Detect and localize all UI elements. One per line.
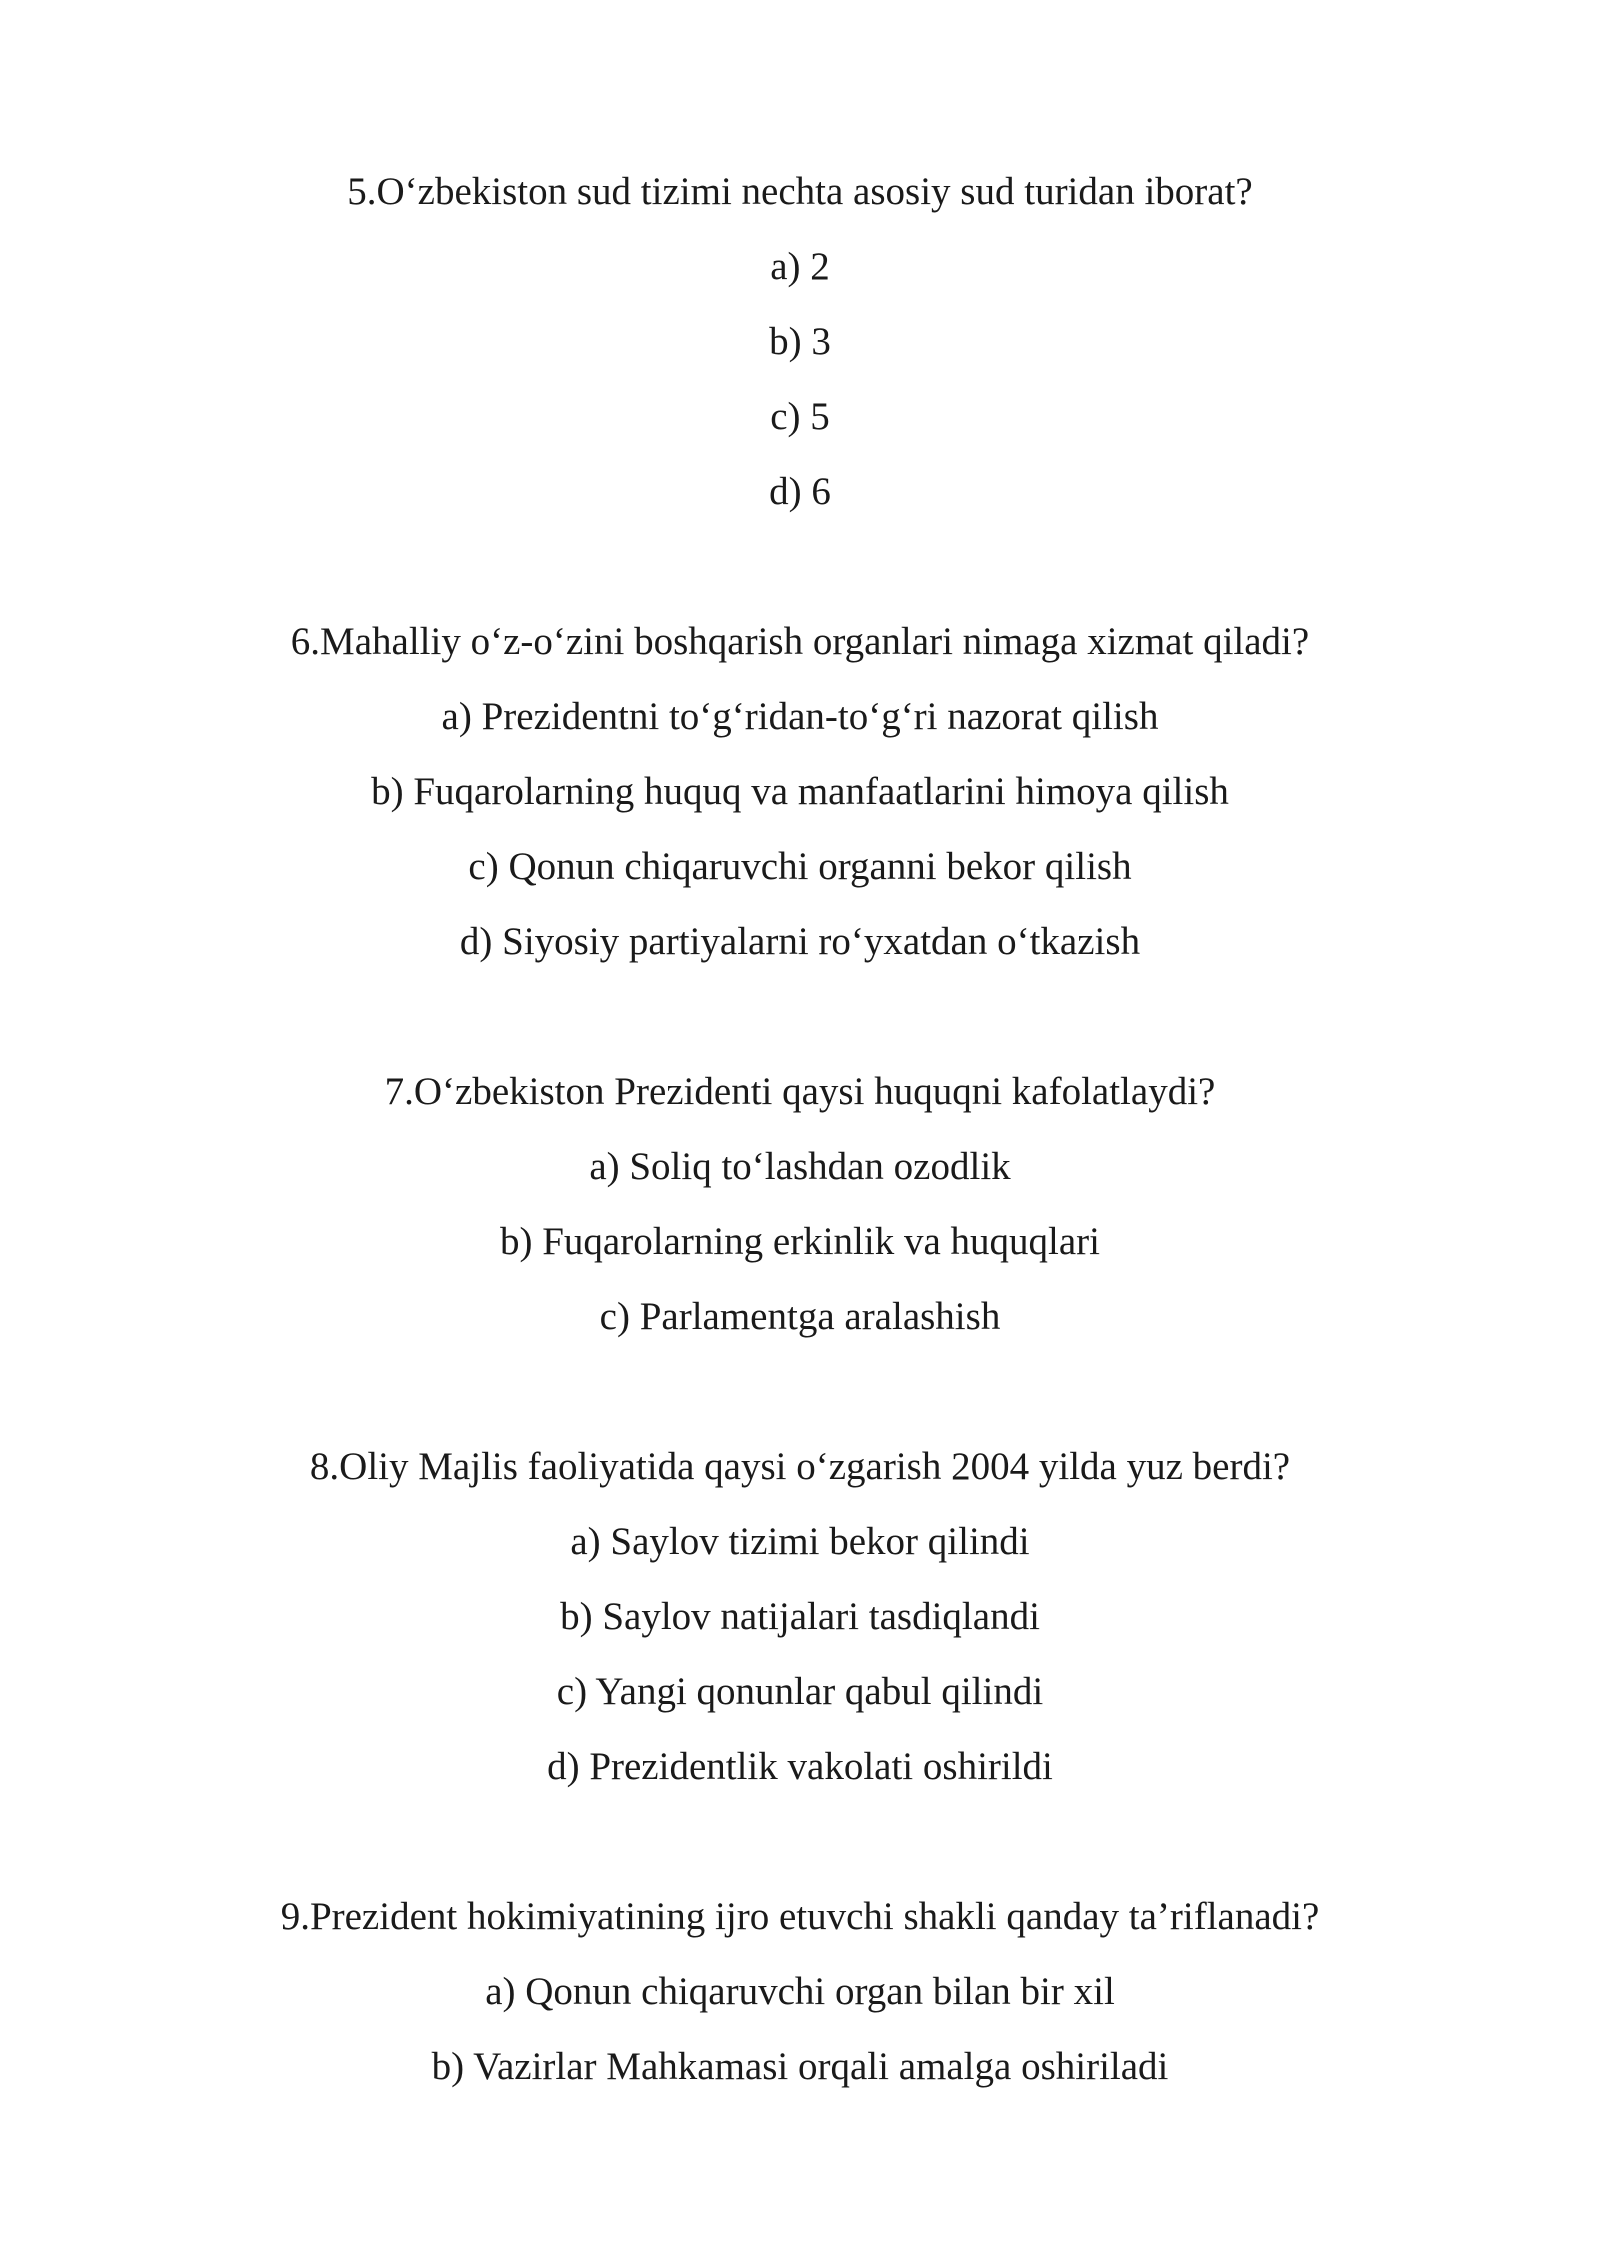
answer-option-d: d) Prezidentlik vakolati oshirildi — [547, 1745, 1053, 1788]
question-9 — [0, 1879, 1600, 2104]
answer-option-c: c) Yangi qonunlar qabul qilindi — [556, 1670, 1044, 1713]
answer-option-b: b) Vazirlar Mahkamasi orqali amalga oshiriladi — [431, 2045, 1169, 2088]
answer-option-d: d) 6 — [769, 470, 831, 513]
quiz-list — [0, 154, 1600, 2104]
answer-option-a: a) Saylov tizimi bekor qilindi — [570, 1520, 1030, 1563]
question-text: 6.Mahalliy o‘z-o‘zini boshqarish organlari nimaga xizmat qiladi? — [290, 620, 1310, 663]
answer-option-b: b) 3 — [769, 320, 831, 363]
question-text: 5.O‘zbekiston sud tizimi nechta asosiy sud turidan iborat? — [347, 170, 1253, 213]
answer-option-c: c) 5 — [770, 395, 830, 438]
question-8 — [0, 1429, 1600, 1804]
question-text: 8.Oliy Majlis faoliyatida qaysi o‘zgarish 2004 yilda yuz berdi? — [309, 1445, 1291, 1488]
question-7 — [0, 1054, 1600, 1354]
answer-option-a: a) Prezidentni to‘g‘ridan-to‘g‘ri nazorat qilish — [441, 695, 1159, 738]
answer-option-d: d) Siyosiy partiyalarni ro‘yxatdan o‘tkazish — [459, 920, 1141, 963]
answer-option-b: b) Saylov natijalari tasdiqlandi — [560, 1595, 1040, 1638]
answer-option-c: c) Parlamentga aralashish — [599, 1295, 1001, 1338]
question-5 — [0, 154, 1600, 529]
question-text: 9.Prezident hokimiyatining ijro etuvchi shakli qanday ta’riflanadi? — [280, 1895, 1320, 1938]
answer-option-b: b) Fuqarolarning huquq va manfaatlarini himoya qilish — [371, 770, 1229, 813]
answer-option-c: c) Qonun chiqaruvchi organni bekor qilish — [468, 845, 1132, 888]
answer-option-a: a) Qonun chiqaruvchi organ bilan bir xil — [485, 1970, 1115, 2013]
question-text: 7.O‘zbekiston Prezidenti qaysi huquqni kafolatlaydi? — [384, 1070, 1216, 1113]
question-6 — [0, 604, 1600, 979]
answer-option-b: b) Fuqarolarning erkinlik va huquqlari — [499, 1220, 1101, 1263]
answer-option-a: a) 2 — [770, 245, 830, 288]
answer-option-a: a) Soliq to‘lashdan ozodlik — [589, 1145, 1011, 1188]
